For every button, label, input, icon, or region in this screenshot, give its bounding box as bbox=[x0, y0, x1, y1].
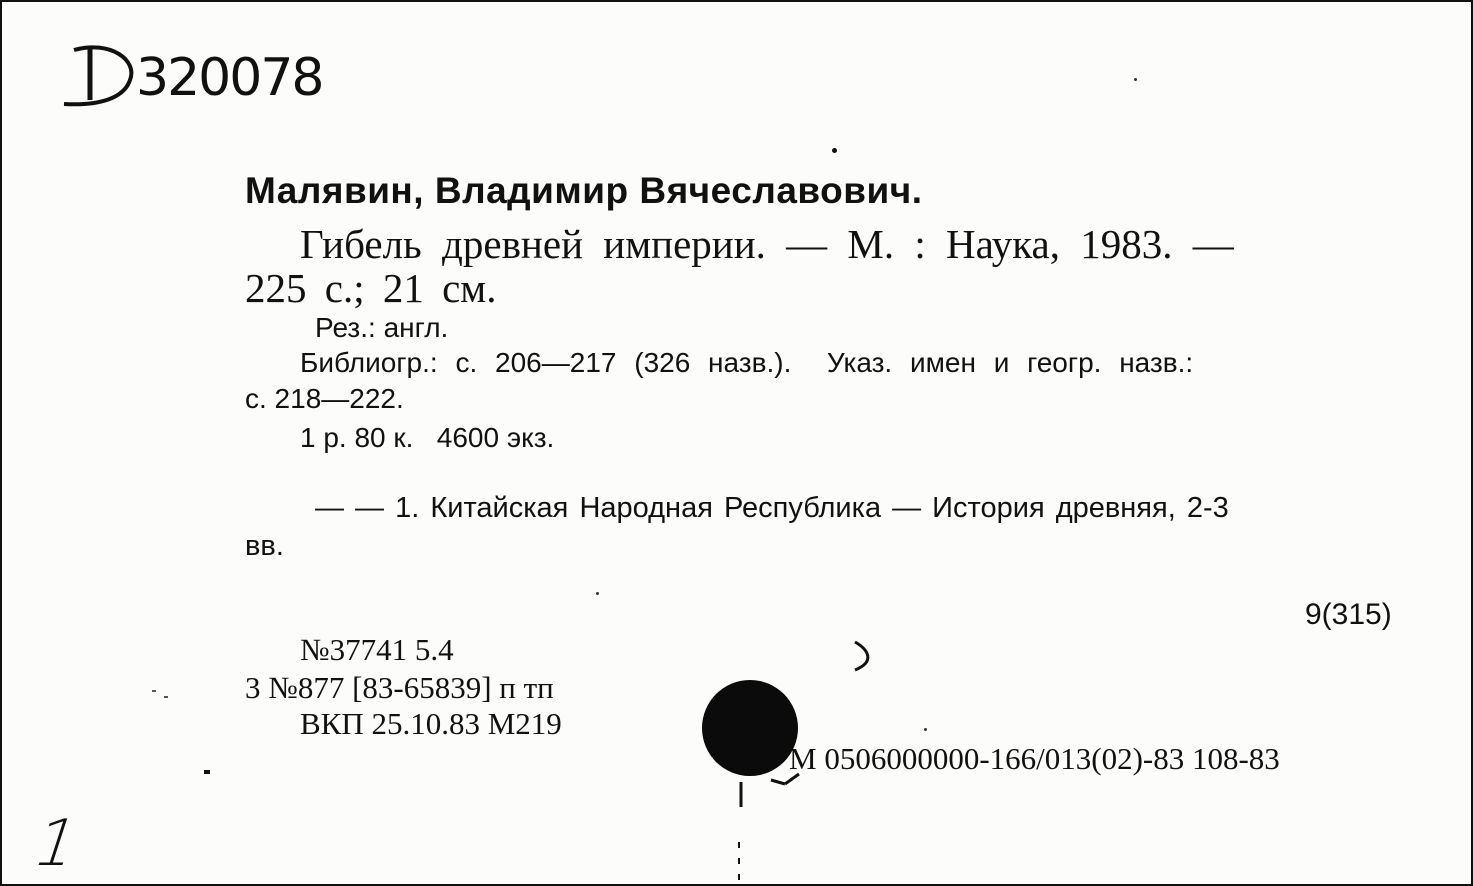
handwritten-d-mark bbox=[60, 40, 145, 120]
speck bbox=[152, 690, 156, 692]
corner-handwritten-mark: 1 bbox=[23, 807, 89, 881]
vkp-line: ВКП 25.10.83 М219 bbox=[300, 706, 562, 741]
order-number: №37741 5.4 bbox=[300, 632, 454, 667]
order-line-2: 3 №877 [83-65839] п тп bbox=[245, 670, 554, 705]
resume-note: Рез.: англ. bbox=[315, 312, 449, 343]
scribble-mark-icon bbox=[727, 632, 887, 882]
d-mark-icon bbox=[60, 40, 145, 115]
subject-line-2: вв. bbox=[245, 530, 284, 562]
catalog-code: М 0506000000-166/013(02)-83 108-83 bbox=[789, 741, 1280, 776]
speck bbox=[204, 770, 210, 774]
inventory-number: 320078 bbox=[136, 48, 323, 108]
speck bbox=[164, 696, 168, 698]
speck bbox=[1134, 78, 1137, 81]
subject-line-1: — — 1. Китайская Народная Республика — История древняя, 2-3 bbox=[315, 492, 1229, 524]
bibliography-line-2: с. 218—222. bbox=[245, 383, 404, 414]
speck bbox=[832, 148, 837, 153]
speck bbox=[596, 592, 599, 595]
bibliography-line-1: Библиогр.: с. 206—217 (326 назв.). Указ. имен и геогр. назв.: bbox=[300, 347, 1194, 378]
title-line-1: Гибель древней империи. — М. : Наука, 1983. — bbox=[300, 221, 1234, 267]
title-line-2: 225 с.; 21 см. bbox=[245, 265, 497, 311]
author-heading: Малявин, Владимир Вячеславович. bbox=[245, 170, 923, 211]
classification-code: 9(315) bbox=[1305, 598, 1392, 631]
speck bbox=[924, 728, 927, 731]
price-and-copies: 1 р. 80 к. 4600 экз. bbox=[300, 422, 555, 453]
